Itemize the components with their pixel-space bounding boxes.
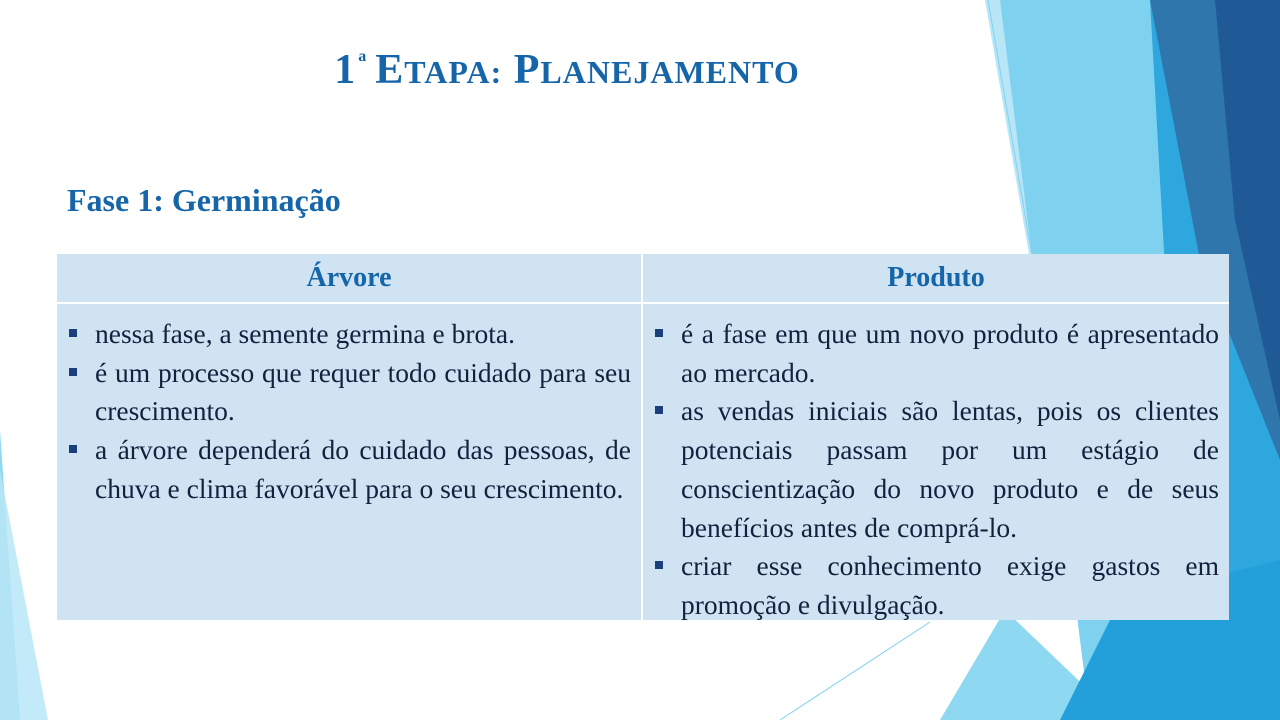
table-cell-arvore bbox=[57, 304, 641, 620]
list-item bbox=[653, 392, 1219, 547]
square-bullet-icon bbox=[655, 406, 663, 414]
list-item-text: as vendas iniciais são lentas, pois os clientes potenciais passam por um estágio de conscientização do novo produto e de seus benefícios antes de comprá-lo. bbox=[681, 395, 1219, 543]
list-item bbox=[653, 315, 1219, 392]
title-word1-rest: TAPA: bbox=[404, 54, 503, 90]
slide-title bbox=[0, 46, 1134, 94]
list-item bbox=[67, 315, 631, 354]
list-item bbox=[67, 354, 631, 431]
list-item-text: criar esse conhecimento exige gastos em promoção e divulgação. bbox=[681, 550, 1219, 620]
square-bullet-icon bbox=[655, 329, 663, 337]
bullet-list-produto bbox=[653, 315, 1219, 625]
table-header-produto: Produto bbox=[643, 254, 1229, 302]
title-word2-rest: LANEJAMENTO bbox=[540, 54, 800, 90]
slide-subtitle: Fase 1: Germinação bbox=[67, 182, 341, 218]
list-item-text: a árvore dependerá do cuidado das pessoas, de chuva e clima favorável para o seu crescimento. bbox=[95, 434, 631, 504]
square-bullet-icon bbox=[69, 329, 77, 337]
bullet-list-arvore bbox=[67, 315, 631, 509]
list-item-text: é um processo que requer todo cuidado para seu crescimento. bbox=[95, 356, 631, 427]
list-item bbox=[653, 547, 1219, 624]
title-number: 1 bbox=[334, 47, 357, 93]
decor-line-bottom bbox=[780, 622, 930, 720]
square-bullet-icon bbox=[69, 445, 77, 453]
title-word1-initial: E bbox=[375, 47, 405, 93]
title-ordinal-superscript: a bbox=[358, 48, 368, 65]
title-word2-initial: P bbox=[513, 47, 541, 93]
decor-facet-left-edge bbox=[0, 470, 48, 720]
list-item bbox=[67, 431, 631, 508]
comparison-table bbox=[57, 254, 1229, 620]
table-header-arvore: Árvore bbox=[57, 254, 641, 302]
list-item-text: nessa fase, a semente germina e brota. bbox=[95, 318, 515, 349]
table-cell-produto bbox=[643, 304, 1229, 620]
square-bullet-icon bbox=[69, 368, 77, 376]
square-bullet-icon bbox=[655, 561, 663, 569]
list-item-text: é a fase em que um novo produto é apresentado ao mercado. bbox=[681, 318, 1219, 388]
